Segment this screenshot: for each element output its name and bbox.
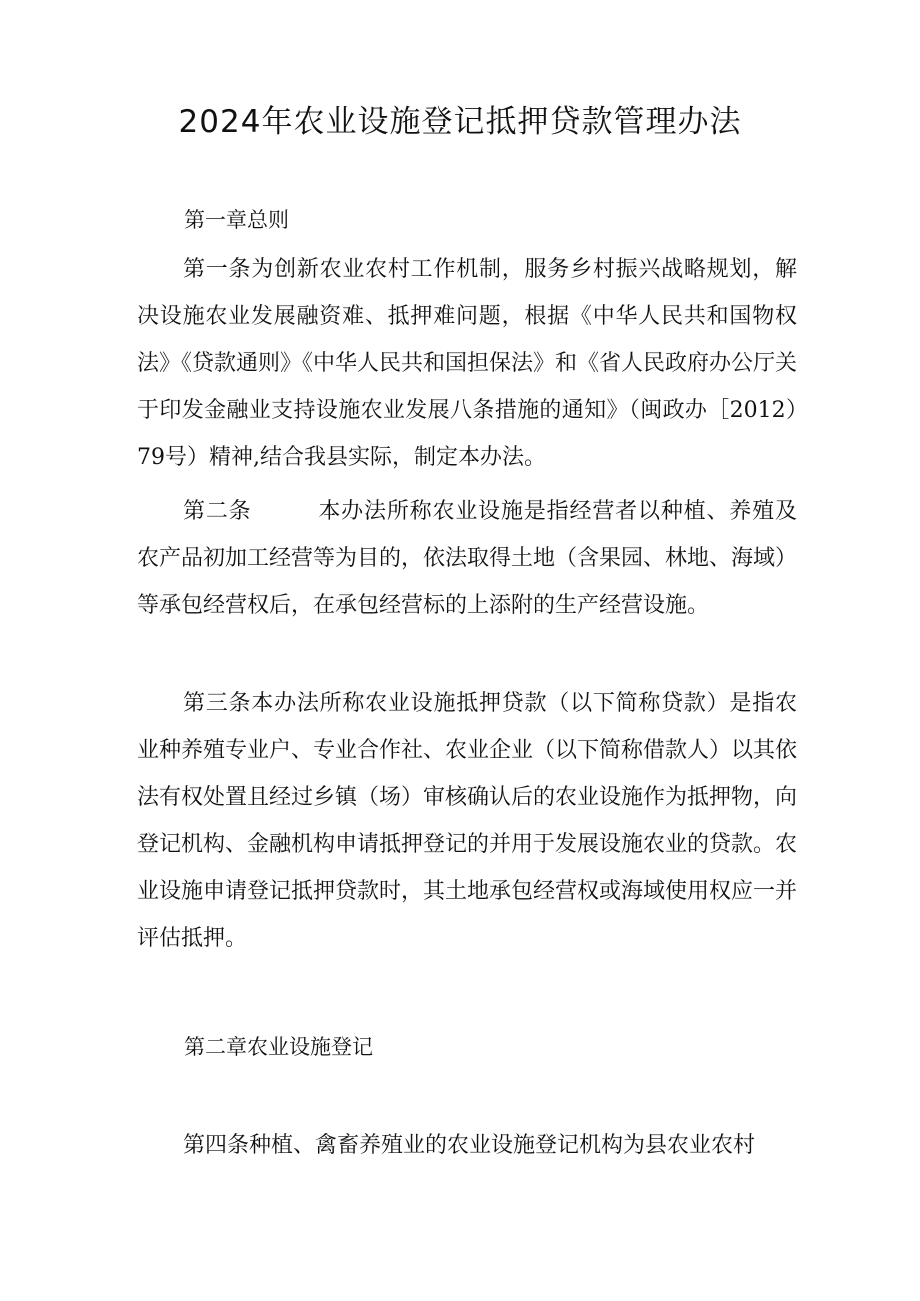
article-2-text: 本办法所称农业设施是指经营者以种植、养殖及农产品初加工经营等为目的，依法取得土地（含果园、林地、海域）等承包经营权后，在承包经营标的上添附的生产经营设施。 (137, 499, 798, 618)
article-3-paragraph: 第三条本办法所称农业设施抵押贷款（以下简称贷款）是指农业种养殖专业户、专业合作社、农业企业（以下简称借款人）以其依法有权处置且经过乡镇（场）审核确认后的农业设施作为抵押物，向登记机构、金融机构申请抵押登记的并用于发展设施农业的贷款。农业设施申请登记抵押贷款时，其土地承包经营权或海域使用权应一并评估抵押。 (137, 691, 798, 951)
article-1-paragraph: 第一条为创新农业农村工作机制，服务乡村振兴战略规划，解决设施农业发展融资难、抵押难问题，根据《中华人民共和国物权法》《贷款通则》《中华人民共和国担保法》和《省人民政府办公厅关于印发金融业支持设施农业发展八条措施的通知》（闽政办［2012）79号）精神,结合我县实际，制定本办法。 (137, 257, 798, 470)
article-2-label: 第二条 (183, 499, 252, 524)
chapter-2-heading: 第二章农业设施登记 (184, 1035, 373, 1059)
article-4-paragraph: 第四条种植、禽畜养殖业的农业设施登记机构为县农业农村 (183, 1133, 756, 1158)
chapter-1-heading: 第一章总则 (184, 208, 289, 232)
article-2-paragraph (137, 488, 797, 629)
document-title: 2024年农业设施登记抵押贷款管理办法 (178, 104, 742, 140)
